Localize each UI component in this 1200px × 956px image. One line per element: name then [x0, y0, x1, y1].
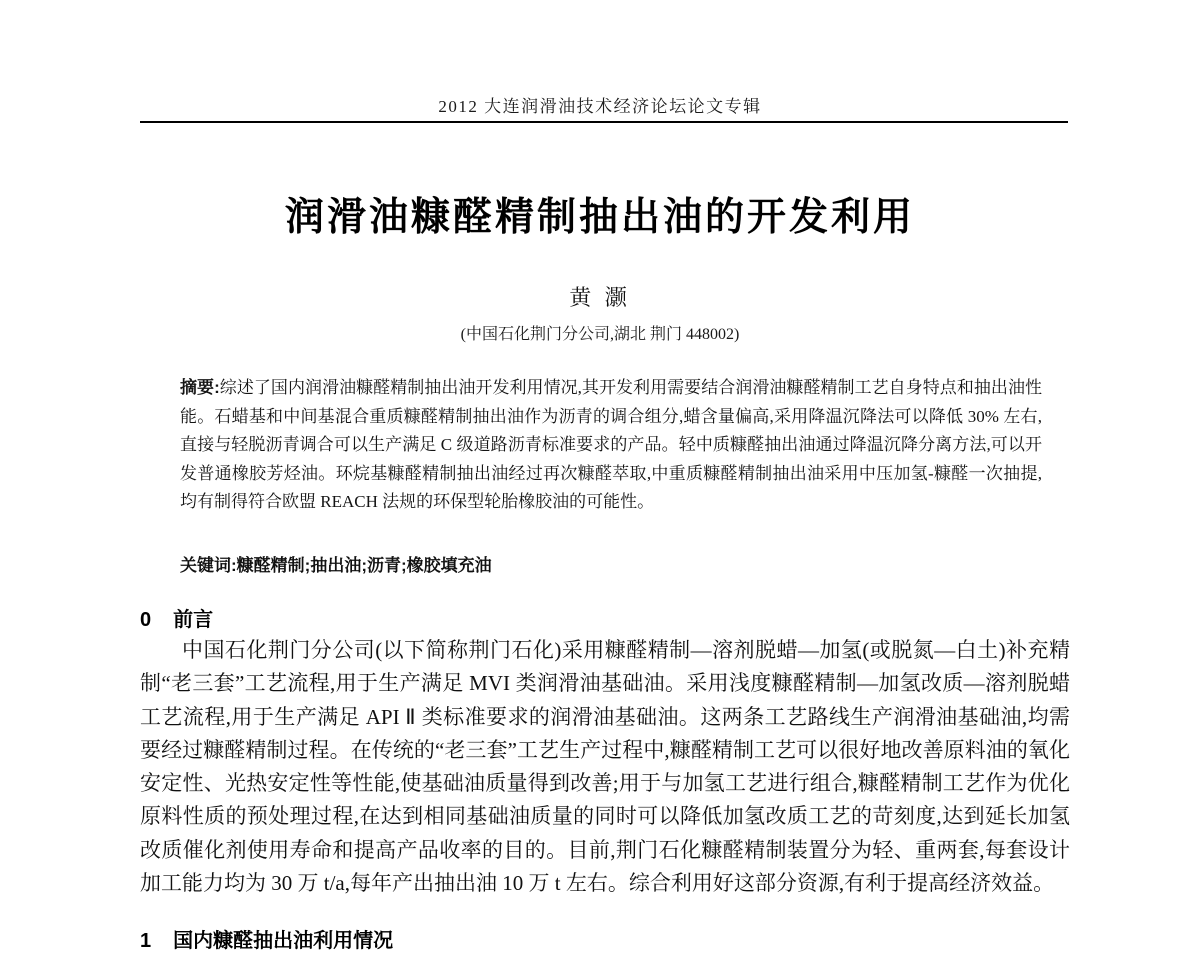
keywords-line: [180, 551, 1042, 576]
section-heading-0: [140, 603, 213, 632]
section-title: 前言: [173, 609, 214, 631]
body-paragraph: 中国石化荆门分公司(以下简称荆门石化)采用糠醛精制—溶剂脱蜡—加氢(或脱氮—白土)补充精制“老三套”工艺流程,用于生产满足 MVI 类润滑油基础油。采用浅度糠醛精制—加氢改质—溶剂脱蜡工艺流程,用于生产满足 API Ⅱ 类标准要求的润滑油基础油。这两条工艺路线生产润滑油基础油,均需要经过糠醛精制过程。在传统的“老三套”工艺生产过程中,糠醛精制工艺可以很好地改善原料油的氧化安定性、光热安定性等性能,使基础油质量得到改善;用于与加氢工艺进行组合,糠醛精制工艺作为优化原料性质的预处理过程,在达到相同基础油质量的同时可以降低加氢改质工艺的苛刻度,达到延长加氢改质催化剂使用寿命和提高产品收率的目的。目前,荆门石化糠醛精制装置分为轻、重两套,每套设计加工能力均为 30 万 t/a,每年产出抽出油 10 万 t 左右。综合利用好这部分资源,有利于提高经济效益。: [140, 638, 1070, 896]
header-rule: [140, 121, 1068, 123]
paper-title: 润滑油糠醛精制抽出油的开发利用: [284, 196, 915, 239]
section-number: 0: [140, 609, 152, 631]
keywords-label: 关键词:: [180, 556, 237, 575]
keywords-text: 糠醛精制;抽出油;沥青;橡胶填充油: [236, 556, 492, 575]
author-name: 黄 灏: [569, 285, 631, 310]
section-title: 国内糠醛抽出油利用情况: [173, 930, 394, 952]
section-number: 1: [140, 930, 152, 952]
journal-header: 2012 大连润滑油技术经济论坛论文专辑: [438, 97, 762, 116]
section-heading-1: [140, 924, 393, 953]
abstract-label: 摘要:: [180, 378, 220, 397]
abstract-block: [180, 374, 1042, 517]
abstract-text: 综述了国内润滑油糠醛精制抽出油开发利用情况,其开发利用需要结合润滑油糠醛精制工艺自身特点和抽出油性能。石蜡基和中间基混合重质糠醛精制抽出油作为沥青的调合组分,蜡含量偏高,采用降温沉降法可以降低 30% 左右,直接与轻脱沥青调合可以生产满足 C 级道路沥青标准要求的产品。轻中质糠醛抽出油通过降温沉降分离方法,可以开发普通橡胶芳烃油。环烷基糠醛精制抽出油经过再次糠醛萃取,中重质糠醛精制抽出油采用中压加氢-糠醛一次抽提,均有制得符合欧盟 REACH 法规的环保型轮胎橡胶油的可能性。: [180, 378, 1042, 511]
author-affiliation: (中国石化荆门分公司,湖北 荆门 448002): [460, 326, 740, 343]
